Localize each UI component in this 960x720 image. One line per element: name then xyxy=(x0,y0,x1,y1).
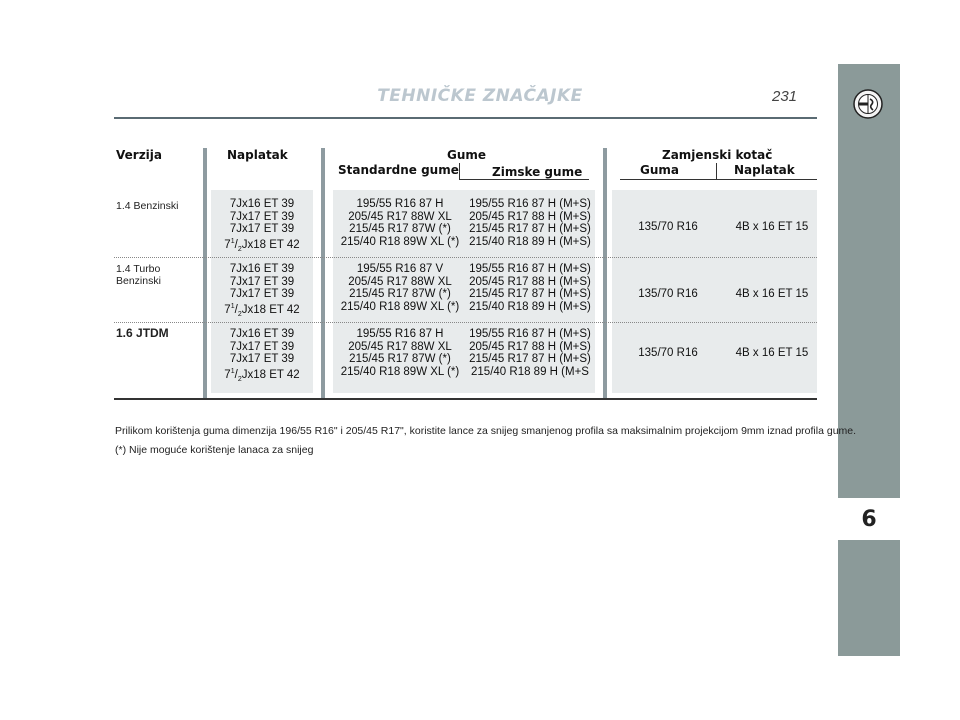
row-naplatak-list: 7Jx16 ET 39 7Jx17 ET 39 7Jx17 ET 39 $7^1/_2Jx18$ ET 42 xyxy=(224,198,300,253)
header-verzija: Verzija xyxy=(116,148,162,162)
header-standardne: Standardne gume xyxy=(338,163,459,177)
row-standardne-list: 195/55 R16 87 H 205/45 R17 88W XL 215/45 R17 87W (*) 215/40 R18 89W XL (*) xyxy=(340,198,460,248)
row-guma: 135/70 R16 xyxy=(638,221,698,233)
row-divider xyxy=(114,322,817,323)
column-bar xyxy=(203,148,207,398)
column-bar xyxy=(603,148,607,398)
row-zam-naplatak: 4B x 16 ET 15 xyxy=(735,221,809,233)
header-zimske: Zimske gume xyxy=(492,165,583,179)
header-zam-naplatak: Naplatak xyxy=(734,163,795,177)
row-verzija: 1.4 Benzinski xyxy=(116,200,179,212)
column-bar xyxy=(321,148,325,398)
gume-header-rule xyxy=(459,179,589,180)
row-verzija: 1.6 JTDM xyxy=(116,326,169,340)
row-standardne-list: 195/55 R16 87 V 205/45 R17 88W XL 215/45 R17 87W (*) 215/40 R18 89W XL (*) xyxy=(340,263,460,313)
row-zimske-list: 195/55 R16 87 H (M+S) 205/45 R17 88 H (M+S) 215/45 R17 87 H (M+S) 215/40 R18 89 H (M+S) xyxy=(469,198,591,248)
row-zam-naplatak: 4B x 16 ET 15 xyxy=(735,347,809,359)
header-gume: Gume xyxy=(447,148,487,162)
row-zimske-list: 195/55 R16 87 H (M+S) 205/45 R17 88 H (M+S) 215/45 R17 87 H (M+S) 215/40 R18 89 H (M+S xyxy=(469,328,591,378)
header-divider xyxy=(114,117,817,119)
row-naplatak-list: 7Jx16 ET 39 7Jx17 ET 39 7Jx17 ET 39 $7^1/_2Jx18$ ET 42 xyxy=(224,263,300,318)
row-divider xyxy=(114,257,817,258)
row-zam-naplatak: 4B x 16 ET 15 xyxy=(735,288,809,300)
zamjenski-header-rule xyxy=(620,179,817,180)
alfa-romeo-logo-icon xyxy=(853,89,883,119)
page-number: 231 xyxy=(772,88,798,105)
header-guma: Guma xyxy=(640,163,679,177)
note-asterisk: (*) Nije moguće korištenje lanaca za snijeg xyxy=(115,444,314,456)
header-zamjenski: Zamjenski kotač xyxy=(662,148,773,162)
note-snow-chains: Prilikom korištenja guma dimenzija 196/55 R16" i 205/45 R17", koristite lance za snijeg smanjenog profila sa maksimalnim projekcijom 9mm iznad profila gume. xyxy=(115,425,857,437)
chapter-sidebar xyxy=(838,64,900,656)
table-bottom-rule xyxy=(114,398,817,400)
gume-split xyxy=(459,163,460,180)
row-guma: 135/70 R16 xyxy=(638,347,698,359)
page-title: TEHNIČKE ZNAČAJKE xyxy=(377,86,583,106)
row-standardne-list: 195/55 R16 87 H 205/45 R17 88W XL 215/45 R17 87W (*) 215/40 R18 89W XL (*) xyxy=(340,328,460,378)
chapter-number: 6 xyxy=(838,498,900,540)
zamjenski-split xyxy=(716,163,717,180)
row-verzija: 1.4 Turbo Benzinski xyxy=(116,263,161,287)
row-guma: 135/70 R16 xyxy=(638,288,698,300)
row-zimske-list: 195/55 R16 87 H (M+S) 205/45 R17 88 H (M+S) 215/45 R17 87 H (M+S) 215/40 R18 89 H (M+S) xyxy=(469,263,591,313)
header-naplatak: Naplatak xyxy=(227,148,288,162)
row-naplatak-list: 7Jx16 ET 39 7Jx17 ET 39 7Jx17 ET 39 $7^1/_2Jx18$ ET 42 xyxy=(224,328,300,383)
